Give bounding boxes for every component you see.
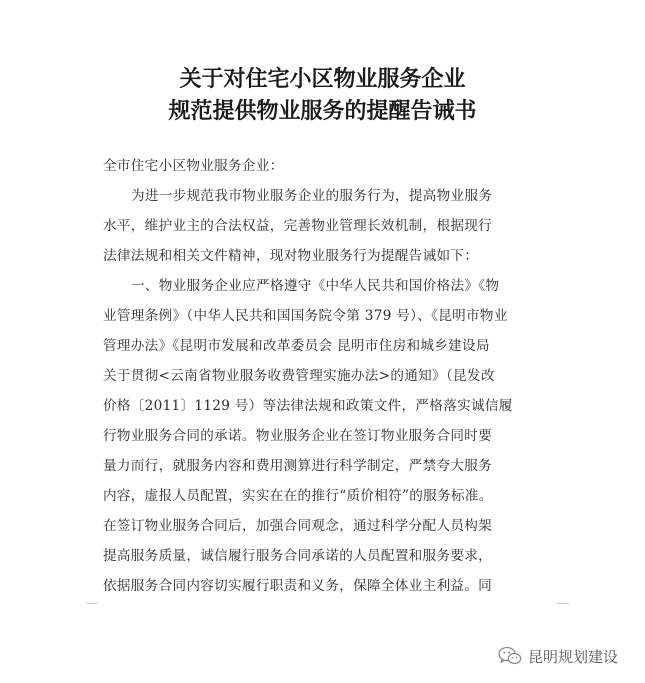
watermark-text: 昆明规划建设 (528, 647, 619, 666)
paragraph-2-line: 依据服务合同内容切实履行职责和义务，保障全体业主利益。同 (103, 578, 493, 594)
page-corner-mark-right (557, 603, 569, 604)
paragraph-2-line: 价格〔2011〕1129 号）等法律法规和政策文件，严格落实诚信履 (103, 398, 513, 414)
document-title-line1: 关于对住宅小区物业服务企业 (179, 66, 466, 92)
paragraph-2-line: 管理办法》《昆明市发展和改革委员会 昆明市住房和城乡建设局 (103, 338, 490, 354)
paragraph-1-line: 为进一步规范我市物业服务企业的服务行为，提高物业服务 (131, 188, 493, 204)
document-title-line2: 规范提供物业服务的提醒告诫书 (168, 98, 477, 124)
wechat-icon (498, 646, 522, 666)
paragraph-2-line: 量力而行，就服务内容和费用测算进行科学制定，严禁夸大服务 (103, 458, 493, 474)
paragraph-1-line: 法律法规和相关文件精神，现对物业服务行为提醒告诫如下： (103, 248, 479, 264)
paragraph-2-line: 提高服务质量，诚信履行服务合同承诺的人员配置和服务要求， (103, 548, 493, 564)
salutation: 全市住宅小区物业服务企业： (103, 158, 284, 174)
paragraph-1-line: 水平，维护业主的合法权益，完善物业管理长效机制，根据现行 (103, 218, 493, 234)
paragraph-2-line: 内容，虚报人员配置，实实在在的推行“质价相符”的服务标准。 (103, 488, 493, 504)
paragraph-2-line: 行物业服务合同的承诺。物业服务企业在签订物业服务合同时要 (103, 428, 493, 444)
page-corner-mark-left (86, 603, 98, 604)
paragraph-2-line: 在签订物业服务合同后，加强合同观念，通过科学分配人员构架 (103, 518, 493, 534)
paragraph-2-line: 关于贯彻<云南省物业服务收费管理实施办法>的通知》（昆发改 (103, 368, 495, 384)
source-watermark (498, 643, 618, 669)
paragraph-2-line: 一、物业服务企业应严格遵守《中华人民共和国价格法》《物 (131, 278, 500, 294)
paragraph-2-line: 业管理条例》（中华人民共和国国务院令第 379 号）、《昆明市物业 (103, 308, 508, 324)
